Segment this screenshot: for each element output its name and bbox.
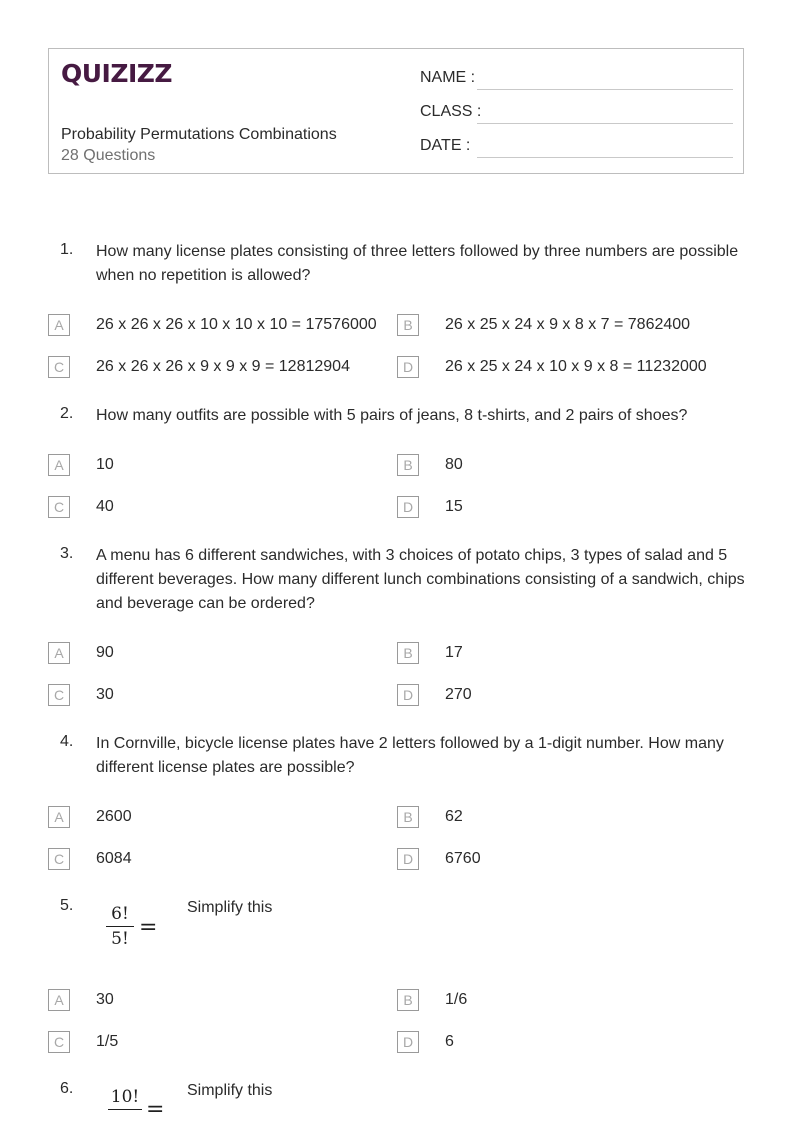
- option-c-box[interactable]: C: [48, 356, 70, 378]
- option-c-text: 40: [96, 498, 114, 515]
- fraction-bar: [106, 926, 134, 927]
- worksheet-header: [48, 48, 744, 174]
- option-c-text: 30: [96, 686, 114, 703]
- question-text: A menu has 6 different sandwiches, with 3 choices of potato chips, 3 types of salad and 5 different beverages. How many different lunch combinations consisting of a sandwich, chips and beverage can be ordered?: [96, 547, 745, 612]
- equals-sign: =: [139, 915, 158, 940]
- option-b-box[interactable]: B: [397, 314, 419, 336]
- option-d-box[interactable]: D: [397, 496, 419, 518]
- fraction-numerator: 6!: [111, 904, 129, 924]
- question-text: In Cornville, bicycle license plates have 2 letters followed by a 1-digit number. How many different license plates are possible?: [96, 735, 724, 776]
- option-b-box[interactable]: B: [397, 989, 419, 1011]
- question-count: 28 Questions: [61, 147, 156, 164]
- option-b-text: 17: [445, 644, 463, 661]
- question-text: Simplify this: [187, 1082, 273, 1099]
- option-a-box[interactable]: A: [48, 314, 70, 336]
- option-d-box[interactable]: D: [397, 1031, 419, 1053]
- question-number: 3.: [60, 545, 74, 562]
- fraction-numerator: 10!: [110, 1087, 140, 1107]
- fraction-denominator: 5!: [111, 929, 129, 949]
- option-a-box[interactable]: A: [48, 642, 70, 664]
- option-b-box[interactable]: B: [397, 454, 419, 476]
- equals-sign: =: [146, 1097, 165, 1122]
- class-line: [477, 123, 733, 124]
- option-b-box[interactable]: B: [397, 806, 419, 828]
- option-c-text: 26 x 26 x 26 x 9 x 9 x 9 = 12812904: [96, 358, 350, 375]
- question-text: How many outfits are possible with 5 pairs of jeans, 8 t-shirts, and 2 pairs of shoes?: [96, 407, 688, 424]
- option-d-text: 6760: [445, 850, 481, 867]
- fraction-bar: [108, 1109, 142, 1110]
- option-c-text: 1/5: [96, 1033, 119, 1050]
- option-d-text: 15: [445, 498, 463, 515]
- question-number: 6.: [60, 1080, 74, 1097]
- fraction: [106, 903, 134, 950]
- option-d-box[interactable]: D: [397, 356, 419, 378]
- quizizz-logo: QUIZIZZ: [61, 59, 173, 88]
- question-number: 1.: [60, 241, 74, 258]
- date-label: DATE :: [420, 137, 471, 154]
- question-number: 5.: [60, 897, 74, 914]
- option-a-text: 2600: [96, 808, 132, 825]
- option-c-box[interactable]: C: [48, 684, 70, 706]
- option-c-box[interactable]: C: [48, 848, 70, 870]
- option-a-box[interactable]: A: [48, 454, 70, 476]
- option-c-box[interactable]: C: [48, 496, 70, 518]
- worksheet-title: Probability Permutations Combinations: [61, 126, 337, 143]
- option-b-box[interactable]: B: [397, 642, 419, 664]
- option-a-box[interactable]: A: [48, 806, 70, 828]
- option-a-text: 26 x 26 x 26 x 10 x 10 x 10 = 17576000: [96, 316, 377, 333]
- option-d-text: 6: [445, 1033, 454, 1050]
- option-d-text: 26 x 25 x 24 x 10 x 9 x 8 = 11232000: [445, 358, 707, 375]
- fraction: [108, 1086, 142, 1111]
- question-text: Simplify this: [187, 899, 273, 916]
- option-a-text: 10: [96, 456, 114, 473]
- name-label: NAME :: [420, 69, 476, 86]
- option-c-box[interactable]: C: [48, 1031, 70, 1053]
- name-line: [477, 89, 733, 90]
- date-line: [477, 157, 733, 158]
- option-d-text: 270: [445, 686, 472, 703]
- question-text: How many license plates consisting of three letters followed by three numbers are possible when no repetition is allowed?: [96, 243, 739, 284]
- option-b-text: 62: [445, 808, 463, 825]
- option-a-text: 30: [96, 991, 114, 1008]
- option-a-box[interactable]: A: [48, 989, 70, 1011]
- option-d-box[interactable]: D: [397, 848, 419, 870]
- class-label: CLASS :: [420, 103, 482, 120]
- option-b-text: 1/6: [445, 991, 468, 1008]
- option-b-text: 26 x 25 x 24 x 9 x 8 x 7 = 7862400: [445, 316, 691, 333]
- option-d-box[interactable]: D: [397, 684, 419, 706]
- option-c-text: 6084: [96, 850, 132, 867]
- question-number: 2.: [60, 405, 74, 422]
- question-number: 4.: [60, 733, 74, 750]
- option-a-text: 90: [96, 644, 114, 661]
- option-b-text: 80: [445, 456, 463, 473]
